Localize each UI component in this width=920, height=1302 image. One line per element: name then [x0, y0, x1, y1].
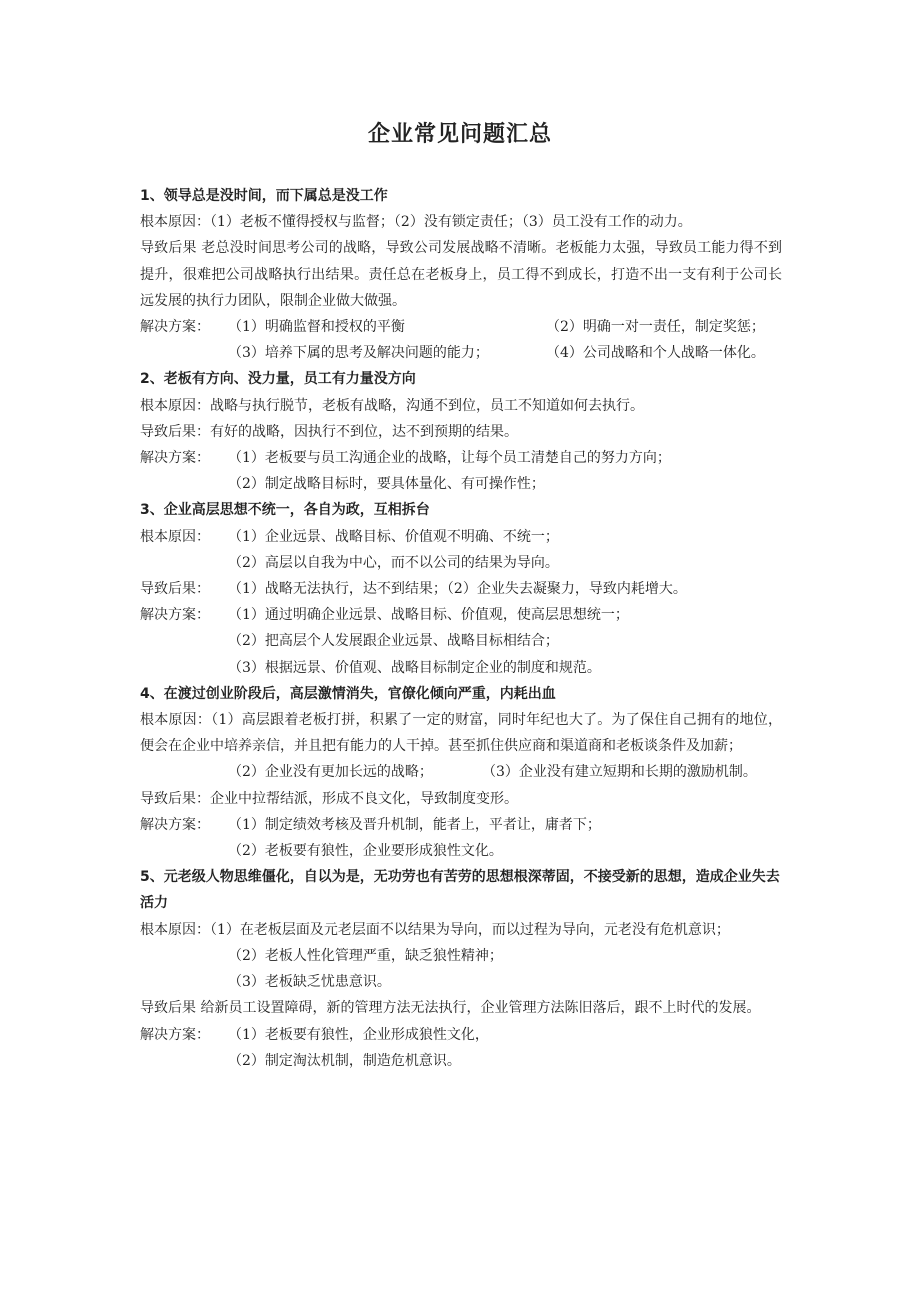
section-3-root-row-2	[140, 550, 782, 576]
section-3-root-cause-2: （2）高层以自我为中心，而不以公司的结果为导向。	[228, 554, 559, 571]
root-cause-label: 根本原因：	[140, 528, 210, 545]
section-2-root-cause: 根本原因：战略与执行脱节，老板有战略，沟通不到位，员工不知道如何去执行。	[140, 397, 644, 414]
section-4-root-cause-3: （3）企业没有建立短期和长期的激励机制。	[482, 764, 757, 781]
section-3-solution-row-3	[140, 655, 782, 681]
section-3-result-row	[140, 576, 782, 602]
section-4-solution-row-2	[140, 838, 782, 864]
section-3-solution-3: （3）根据远景、价值观、战略目标制定企业的制度和规范。	[228, 659, 601, 676]
section-5-root-cause-1: 根本原因：（1）在老板层面及元老层面不以结果为导向，而以过程为导向，元老没有危机意识；	[140, 921, 730, 938]
section-4-heading: 4、在渡过创业阶段后，高层激情消失，官僚化倾向严重，内耗出血	[140, 685, 556, 702]
section-1-heading: 1、领导总是没时间，而下属总是没工作	[140, 188, 388, 204]
section-1-solution-4: （4）公司战略和个人战略一体化。	[546, 345, 765, 362]
section-3-solution-1: （1）通过明确企业远景、战略目标、价值观，使高层思想统一；	[228, 607, 629, 624]
section-3-solution-row-1	[140, 602, 782, 628]
section-5-solution-1: （1）老板要有狼性，企业形成狼性文化，	[228, 1026, 489, 1043]
section-1-solution-2: （2）明确一对一责任，制定奖惩；	[546, 319, 765, 336]
section-2-result: 导致后果：有好的战略，因执行不到位，达不到预期的结果。	[140, 423, 518, 440]
result-label: 导致后果：	[140, 581, 210, 598]
section-3-solution-2: （2）把高层个人发展跟企业远景、战略目标相结合；	[228, 633, 559, 650]
solution-label: 解决方案：	[140, 607, 210, 624]
section-1-root-cause: 根本原因：（1）老板不懂得授权与监督；（2）没有锁定责任；（3）员工没有工作的动力。	[140, 214, 692, 231]
section-5-heading: 5、元老级人物思维僵化，自以为是，无功劳也有苦劳的思想根深蒂固，不接受新的思想，造成企业失去活力	[140, 869, 780, 912]
section-3-solution-row-2	[140, 628, 782, 654]
section-3-heading: 3、企业高层思想不统一，各自为政，互相拆台	[140, 502, 430, 519]
section-5-root-row-3	[140, 969, 782, 995]
section-4-root-row-2	[140, 759, 782, 785]
section-3-root-cause-1: （1）企业远景、战略目标、价值观不明确、不统一；	[228, 528, 559, 545]
section-5-solution-2: （2）制定淘汰机制，制造危机意识。	[228, 1052, 461, 1069]
section-4-solution-2: （2）老板要有狼性，企业要形成狼性文化。	[228, 843, 503, 860]
section-2-solution-row-2	[140, 471, 782, 497]
section-5-solution-row-1	[140, 1022, 782, 1048]
section-4-solution-row-1	[140, 812, 782, 838]
section-3-result: （1）战略无法执行，达不到结果；（2）企业失去凝聚力，导致内耗增大。	[228, 581, 687, 598]
section-4-solution-1: （1）制定绩效考核及晋升机制，能者上，平者让，庸者下；	[228, 816, 601, 833]
solution-label: 解决方案：	[140, 1026, 210, 1043]
document-body	[140, 183, 782, 1074]
page-title: 企业常见问题汇总	[367, 122, 552, 147]
section-1-solution-1: （1）明确监督和授权的平衡	[228, 319, 405, 336]
solution-label: 解决方案：	[140, 816, 210, 833]
solution-label: 解决方案：	[140, 450, 210, 467]
section-4-root-cause-2: （2）企业没有更加长远的战略；	[228, 764, 433, 781]
solution-label: 解决方案：	[140, 319, 210, 336]
section-4-root-cause-1: 根本原因：（1）高层跟着老板打拼，积累了一定的财富，同时年纪也大了。为了保住自己拥有的地位，便会在企业中培养亲信，并且把有能力的人干掉。甚至抓住供应商和渠道商和老板谈条件及加薪；	[140, 712, 782, 755]
section-2-heading: 2、老板有方向、没力量，员工有力量没方向	[140, 371, 416, 388]
section-5-root-cause-2: （2）老板人性化管理严重，缺乏狼性精神；	[228, 947, 503, 964]
section-2-solution-1: （1）老板要与员工沟通企业的战略，让每个员工清楚自己的努力方向；	[228, 450, 671, 467]
section-1-solution-row-2	[140, 340, 782, 366]
section-5-root-row-2	[140, 943, 782, 969]
section-5-solution-row-2	[140, 1048, 782, 1074]
section-5-result: 导致后果 给新员工设置障碍，新的管理方法无法执行，企业管理方法陈旧落后，跟不上时代的发展。	[140, 1000, 761, 1017]
section-3-root-row-1	[140, 524, 782, 550]
section-1-result: 导致后果 老总没时间思考公司的战略，导致公司发展战略不清晰。老板能力太强，导致员工能力得不到提升，很难把公司战略执行出结果。责任总在老板身上，员工得不到成长，打造不出一支有利于公司长远发展的执行力团队，限制企业做大做强。	[140, 240, 782, 309]
section-1-solution-3: （3）培养下属的思考及解决问题的能力；	[228, 345, 489, 362]
section-1-solution-row-1	[140, 314, 782, 340]
section-2-solution-2: （2）制定战略目标时，要具体量化、有可操作性；	[228, 476, 545, 493]
section-5-root-cause-3: （3）老板缺乏忧患意识。	[228, 974, 391, 991]
section-2-solution-row-1	[140, 445, 782, 471]
section-4-result: 导致后果：企业中拉帮结派，形成不良文化，导致制度变形。	[140, 790, 518, 807]
